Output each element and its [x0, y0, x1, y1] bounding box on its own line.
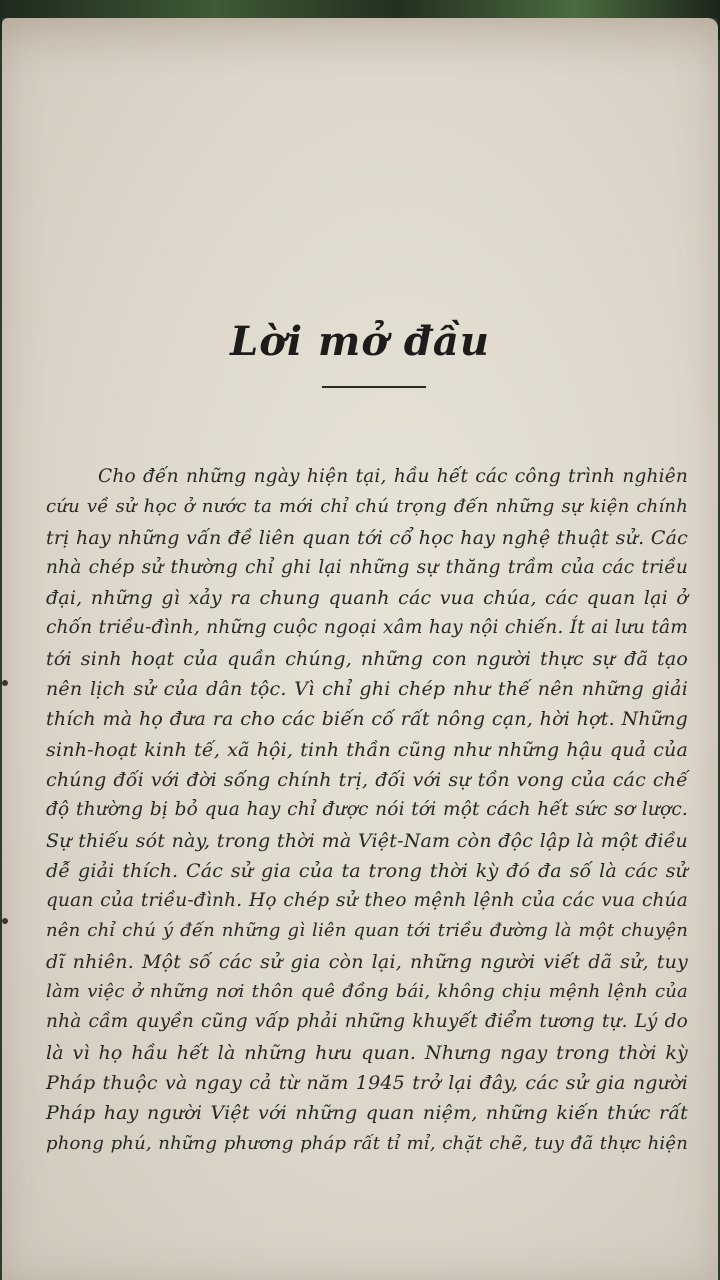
text-line: thích mà họ đưa ra cho các biến cố rất nông cạn, hời hợt. Những — [46, 708, 688, 731]
book-page — [2, 18, 718, 1280]
page-title: Lời mở đầu — [230, 318, 490, 365]
text-line: quan của triều-đình. Họ chép sử theo mệnh lệnh của các vua chúa — [46, 890, 688, 912]
title-divider — [322, 386, 426, 388]
text-line: là vì họ hầu hết là những hưu quan. Nhưng ngay trong thời kỳ — [46, 1041, 688, 1064]
binding-hole — [2, 680, 8, 686]
text-line: dễ giải thích. Các sử gia của ta trong thời kỳ đó đa số là các sử — [46, 859, 688, 882]
text-line: trị hay những vấn đề liên quan tới cổ học hay nghệ thuật sử. Các — [46, 526, 688, 549]
text-line: nhà chép sử thường chỉ ghi lại những sự thăng trầm của các triều — [46, 556, 688, 578]
text-line: làm việc ở những nơi thôn quê đồng bái, không chịu mệnh lệnh của — [46, 981, 688, 1003]
text-line: Pháp thuộc và ngay cả từ năm 1945 trở lại đây, các sử gia người — [46, 1071, 688, 1094]
text-line: Pháp hay người Việt với những quan niệm, những kiến thức rất — [46, 1102, 688, 1125]
text-line: nên lịch sử của dân tộc. Vì chỉ ghi chép như thế nên những giải — [46, 678, 688, 701]
binding-hole — [2, 918, 8, 924]
text-line: phong phú, những phương pháp rất tỉ mỉ, chặt chẽ, tuy đã thực hiện — [46, 1132, 688, 1154]
text-line: chúng đối với đời sống chính trị, đối với sự tồn vong của các chế — [46, 768, 688, 791]
text-line: nên chỉ chú ý đến những gì liên quan tới triều đường là một chuyện — [46, 920, 688, 942]
text-line: tới sinh hoạt của quần chúng, những con người thực sự đã tạo — [46, 647, 688, 670]
text-line: cứu về sử học ở nước ta mới chỉ chú trọng đến những sự kiện chính — [46, 496, 688, 518]
text-line: chốn triều-đình, những cuộc ngoại xâm hay nội chiến. Ít ai lưu tâm — [46, 617, 688, 639]
text-line: đại, những gì xảy ra chung quanh các vua chúa, các quan lại ở — [46, 587, 688, 610]
text-line: Sự thiếu sót này, trong thời mà Việt-Nam còn độc lập là một điều — [46, 829, 688, 852]
text-line: sinh-hoạt kinh tế, xã hội, tinh thần cũng như những hậu quả của — [46, 738, 688, 761]
paragraph — [46, 462, 688, 1159]
text-line: độ thường bị bỏ qua hay chỉ được nói tới một cách hết sức sơ lược. — [46, 799, 688, 821]
text-line: Cho đến những ngày hiện tại, hầu hết các công trình nghiên — [98, 466, 688, 487]
text-line: dĩ nhiên. Một số các sử gia còn lại, những người viết dã sử, tuy — [46, 950, 688, 973]
text-line: nhà cầm quyền cũng vấp phải những khuyết điểm tương tự. Lý do — [46, 1011, 688, 1033]
